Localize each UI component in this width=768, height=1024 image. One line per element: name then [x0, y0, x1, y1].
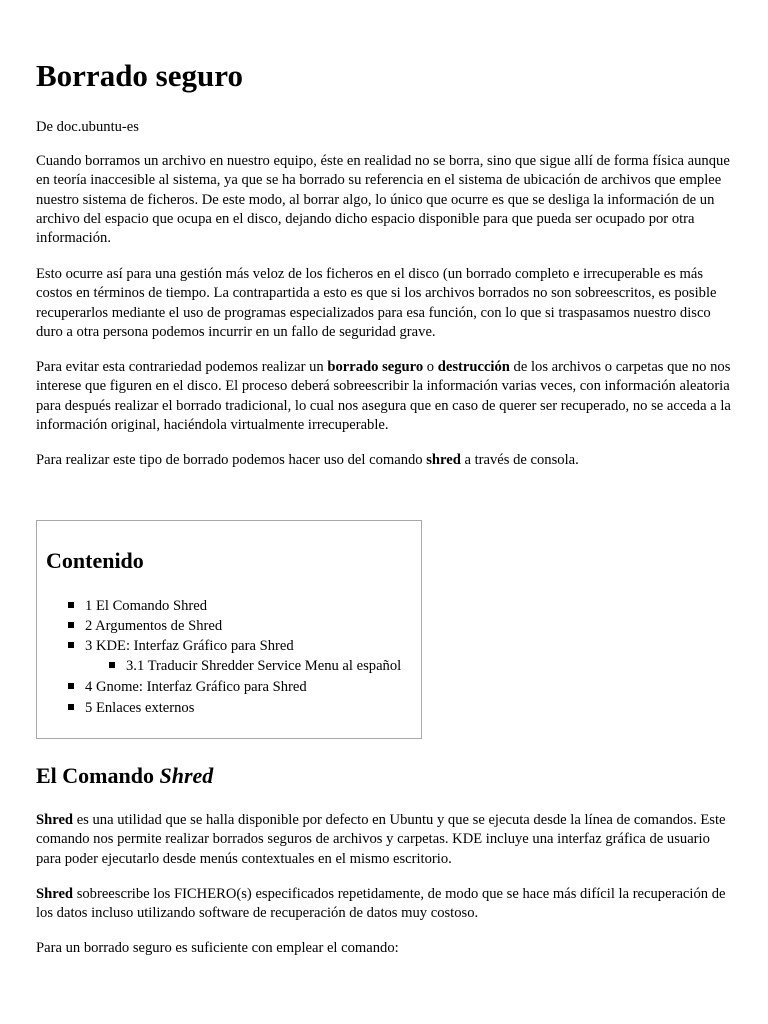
page-subtitle: De doc.ubuntu-es	[36, 119, 139, 135]
toc-item-1[interactable]: 1 El Comando Shred	[68, 597, 207, 615]
bullet-icon	[68, 642, 74, 648]
term-shred: Shred	[36, 886, 74, 902]
term-shred: shred	[426, 452, 461, 468]
bullet-icon	[68, 704, 74, 710]
toc-heading: Contenido	[46, 548, 144, 573]
bullet-icon	[68, 622, 74, 628]
toc-item-2[interactable]: 2 Argumentos de Shred	[68, 617, 222, 635]
table-of-contents	[36, 520, 422, 739]
term-destruccion: destrucción	[437, 359, 510, 375]
bullet-icon	[68, 683, 74, 689]
page-title: Borrado seguro	[36, 58, 243, 93]
paragraph-intro: Cuando borramos un archivo en nuestro equipo, éste en realidad no se borra, sino que sigue allí de forma física aunque en teoría inaccesible al sistema, ya que se ha borrado su referencia en el sistema de ubicación de archivos que emplee nuestro sistema de ficheros. De este modo, al borrar algo, lo único que ocurre es que se desliga la información de un archivo del espacio que ocupa en el disco, dejando dicho espacio disponible para que pueda ser ocupado por otra información.	[36, 153, 730, 247]
bullet-icon	[109, 662, 115, 668]
term-borrado-seguro: borrado seguro	[327, 359, 424, 375]
bullet-icon	[68, 602, 74, 608]
paragraph-secure-erase: Para evitar esta contrariedad podemos realizar un borrado seguro o destrucción de los archivos o carpetas que no nos interese que figuren en el disco. El proceso deberá sobreescribir la información varias veces, con información aleatoria para después realizar el borrado tradicional, lo cual nos asegura que en caso de querer ser recuperado, no se acceda a la información original, haciéndola virtualmente irrecuperable.	[36, 359, 731, 433]
paragraph-shred-description: Shred es una utilidad que se halla disponible por defecto en Ubuntu y que se ejecuta desde la línea de comandos. Este comando nos permite realizar borrados seguros de archivos y carpetas. KDE incluye una interfaz gráfica de usuario para poder ejecutarlo desde menús contextuales en el mismo escritorio.	[36, 812, 726, 867]
toc-item-5[interactable]: 5 Enlaces externos	[68, 699, 194, 717]
term-shred: Shred	[36, 812, 74, 828]
paragraph-speed: Esto ocurre así para una gestión más veloz de los ficheros en el disco (un borrado completo e irrecuperable es más costos en términos de tiempo. La contrapartida a esto es que si los archivos borrados no son sobreescritos, es posible recuperarlos mediante el uso de programas especializados para esa función, con lo que si traspasamos nuestro disco duro a otra persona podemos incurrir en un fallo de seguridad grave.	[36, 266, 717, 340]
paragraph-shred-overwrite: Shred sobreescribe los FICHERO(s) especificados repetidamente, de modo que se hace más difícil la recuperación de los datos incluso utilizando software de recuperación de datos muy costoso.	[36, 886, 726, 922]
toc-item-4[interactable]: 4 Gnome: Interfaz Gráfico para Shred	[68, 678, 307, 696]
paragraph-shred-command: Para un borrado seguro es suficiente con emplear el comando:	[36, 940, 399, 956]
toc-item-3[interactable]: 3 KDE: Interfaz Gráfico para Shred	[68, 637, 294, 655]
toc-item-3-1[interactable]: 3.1 Traducir Shredder Service Menu al español	[109, 657, 401, 675]
section-heading-el-comando-shred: El Comando Shred	[36, 763, 214, 788]
paragraph-shred-intro: Para realizar este tipo de borrado podemos hacer uso del comando shred a través de consola.	[36, 452, 579, 468]
